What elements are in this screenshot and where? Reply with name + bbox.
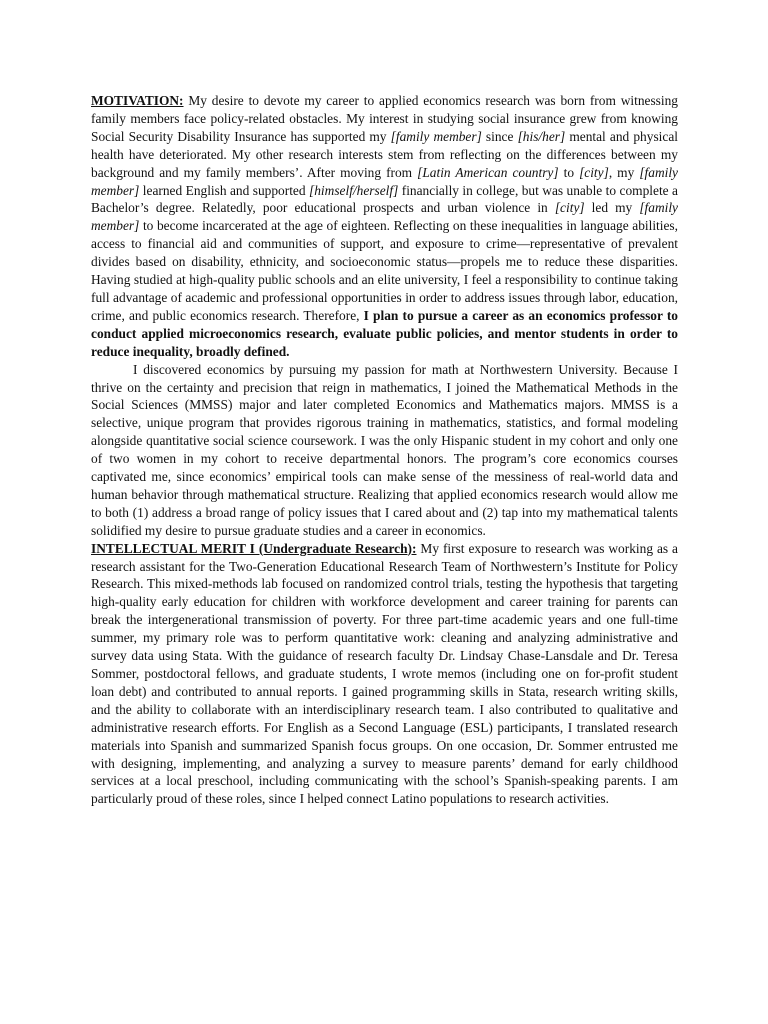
body-text: My desire to devote my career to applied economics research was born from witnessing family members face policy-related obstacles. My interest in studying social insurance grew from knowing Social Security Disability Insurance has supported my — [91, 93, 678, 144]
body-text: , my — [608, 164, 640, 180]
economics-paragraph: I discovered economics by pursuing my passion for math at Northwestern University. Because I thrive on the certainty and precision that reign in mathematics, I joined the Mathematical Methods in the Social Sciences (MMSS) major and later completed Economics and Mathematics majors. MMSS is a selective, unique program that provides rigorous training in mathematics, statistics, and formal modeling alongside quantitative social science coursework. I was the only Hispanic student in my cohort and only one of two women in my cohort to receive departmental honors. The program’s core economics courses captivated me, since economics’ empirical tools can make sense of the messiness of real-world data and human behavior through mathematical structure. Realizing that applied economics research would allow me to both (1) address a broad range of policy issues that I cared about and (2) tap into my mathematical talents solidified my desire to pursue graduate studies and a career in economics. — [91, 361, 678, 538]
motivation-body — [91, 93, 678, 359]
intellectual-merit-paragraph — [91, 540, 678, 809]
placeholder-text: [family member] — [390, 128, 482, 144]
body-text: to — [558, 164, 580, 180]
placeholder-text: [family member] — [91, 200, 678, 234]
body-text: to become incarcerated at the age of eighteen. Reflecting on these inequalities in language abilities, access to financial aid and communities of support, and exposure to crime—representative of prevalent divides based on disability, ethnicity, and socioeconomic status—propels me to reduce these disparities. Having studied at high-quality public schools and an elite university, I feel a responsibility to continue taking full advantage of academic and professional opportunities in order to address issues through labor, education, crime, and public economics research. Therefore, — [91, 218, 678, 323]
placeholder-text: [city] — [579, 164, 609, 180]
placeholder-text: [city] — [554, 200, 585, 216]
intellectual-merit-heading: INTELLECTUAL MERIT I (Undergraduate Research): — [91, 540, 417, 556]
placeholder-text: [family member] — [91, 164, 678, 198]
document-page — [91, 92, 678, 808]
intellectual-merit-body: My first exposure to research was working as a research assistant for the Two-Generation Educational Research Team of Northwestern’s Institute for Policy Research. This mixed-methods lab focused on randomized control trials, testing the hypothesis that targeting high-quality early education for children with workforce development and career training for parents can break the intergenerational transmission of poverty. For three part-time academic years and one full-time summer, my primary role was to perform quantitative work: cleaning and analyzing administrative and survey data using Stata. With the guidance of research faculty Dr. Lindsay Chase-Lansdale and Dr. Teresa Sommer, postdoctoral fellows, and graduate students, I wrote memos (including one on for-profit student loan debt) and contributed to annual reports. I gained programming skills in Stata, research writing skills, and the ability to collaborate with an interdisciplinary research team. I also contributed to qualitative and administrative research efforts. For English as a Second Language (ESL) participants, I translated research materials into Spanish and summarized Spanish focus groups. On one occasion, Dr. Sommer entrusted me with designing, implementing, and analyzing a survey to measure parents’ demand for early childhood services at a local preschool, including communicating with the school’s Spanish-speaking parents. I am particularly proud of these roles, since I helped connect Latino populations to research activities. — [91, 540, 678, 807]
placeholder-text: [Latin American country] — [417, 164, 559, 180]
body-text: led my — [584, 200, 640, 216]
motivation-heading: MOTIVATION: — [91, 93, 184, 108]
placeholder-text: [his/her] — [517, 128, 566, 144]
bold-statement: I plan to pursue a career as an economics professor to conduct applied microeconomics research, evaluate public policies, and mentor students in order to reduce inequality, broadly defined. — [91, 307, 678, 359]
body-text: financially in college, but was unable to complete a Bachelor’s degree. Relatedly, poor educational prospects and urban violence in — [91, 182, 678, 216]
placeholder-text: [himself/herself] — [309, 182, 399, 198]
body-text: learned English and supported — [139, 182, 310, 198]
body-text: mental and physical health have deteriorated. My other research interests stem from reflecting on the differences between my background and my family members’. After moving from — [91, 128, 678, 180]
body-text: since — [481, 128, 518, 144]
motivation-paragraph — [91, 92, 678, 361]
